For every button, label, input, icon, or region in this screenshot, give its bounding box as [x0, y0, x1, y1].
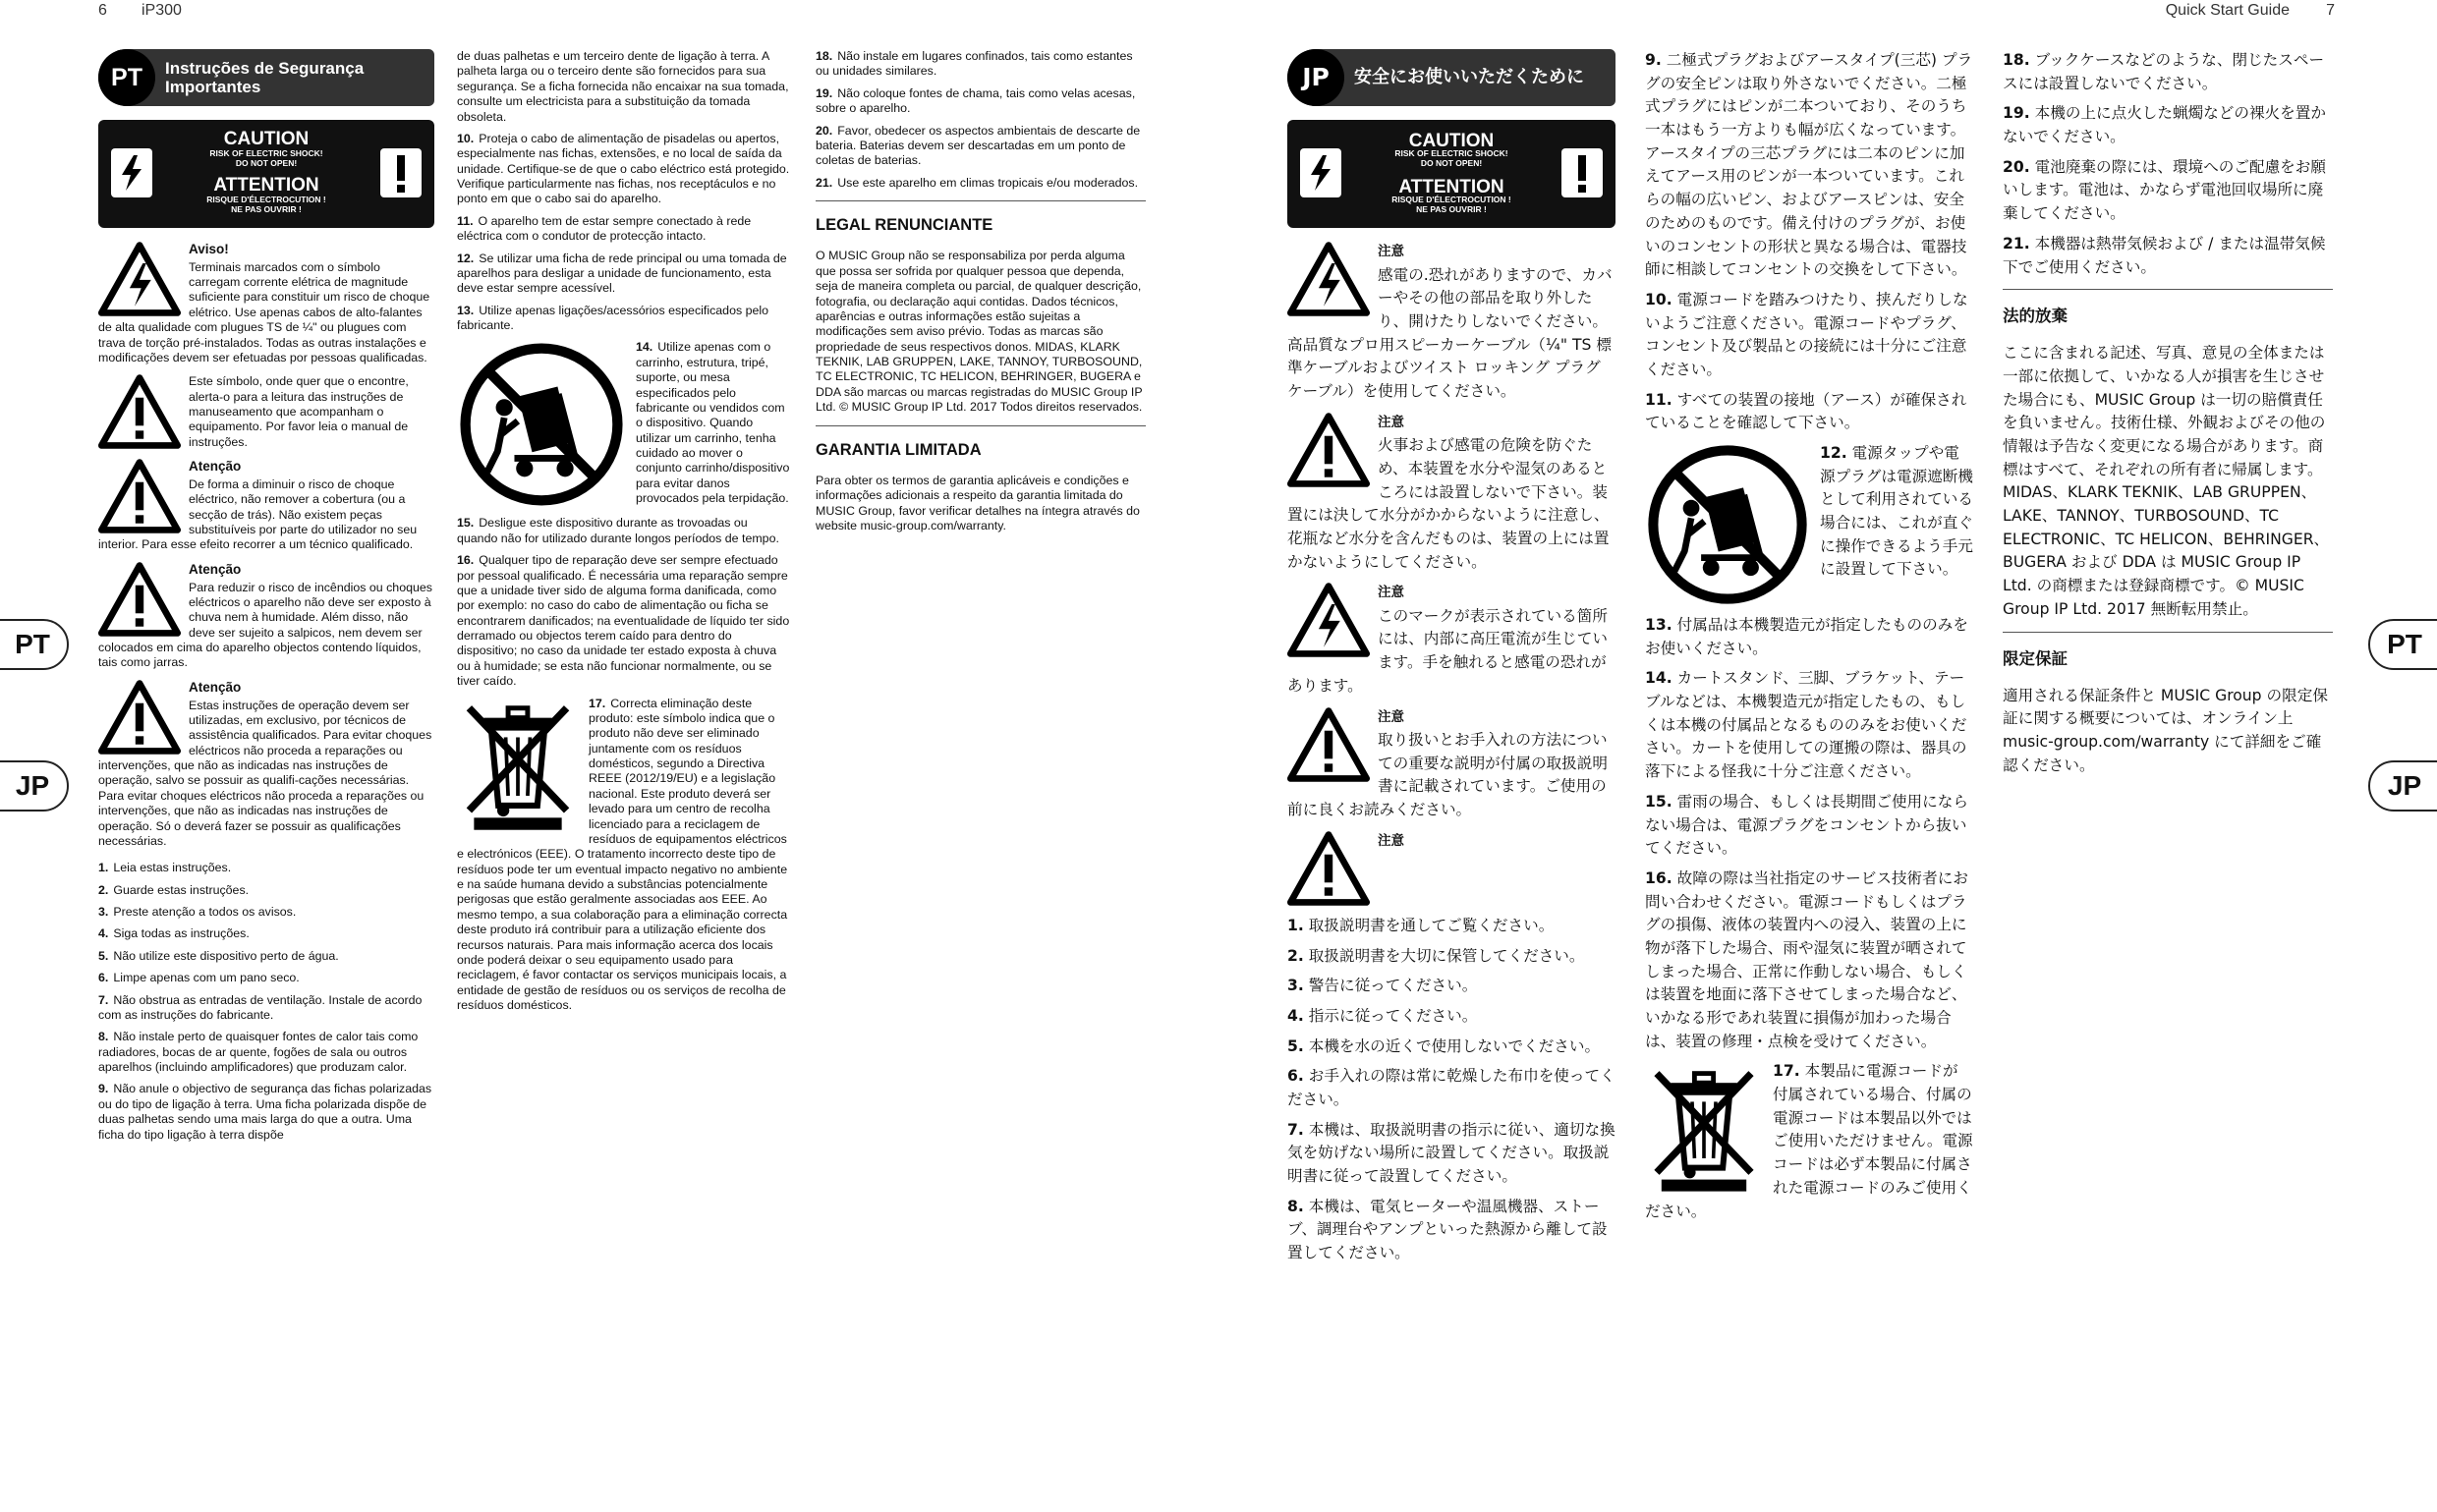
lightning-warning-icon	[1287, 583, 1370, 657]
instruction-list	[98, 861, 434, 1143]
list-item	[457, 252, 791, 297]
list-item	[1287, 1119, 1615, 1189]
left-page	[0, 0, 1218, 1512]
item-number: 1.	[1287, 916, 1304, 934]
pt-column-3	[816, 49, 1146, 1512]
caution-label: CAUTION RISK OF ELECTRIC SHOCK! DO NOT OPEN! ATTENTION RISQUE D'ÉLECTROCUTION ! NE PAS OUVRIR !	[1287, 120, 1615, 228]
list-item	[1287, 1065, 1615, 1111]
item-number: 9.	[98, 1082, 109, 1096]
item-text: 取扱説明書を大切に保管してください。	[1308, 946, 1585, 965]
item-number: 11.	[457, 213, 474, 228]
exclamation-warning-icon	[98, 459, 181, 533]
warning-block: 注意 取り扱いとお手入れの方法についての重要な説明が付属の取扱説明書に記載されています。ご使用の前に良くお読みください。	[1287, 708, 1608, 819]
pt-banner	[98, 49, 434, 106]
exclamation-warning-icon	[1287, 707, 1370, 782]
list-item	[1645, 289, 1973, 382]
instruction-list	[457, 516, 791, 689]
warning-block: Este símbolo, onde quer que o encontre, alerta-o para a leitura das instruções de manuseamento que acompanham o equipamento. Por favor leia o manual de instruções.	[98, 374, 434, 450]
item-number: 18.	[2003, 51, 2030, 69]
jp-column-3	[2003, 49, 2333, 1512]
exclamation-warning-icon	[98, 680, 181, 755]
weee-bin-icon	[457, 697, 579, 834]
pt-column-2: de duas palhetas e um terceiro dente de ligação à terra. A palheta larga ou o terceiro dente são fornecidos para sua segurança. Se a ficha fornecida não encaixar na sua tomada, consulte um electricista para a substituição da tomada obsoleta. 10. Proteja o cabo de alimentação de pisadelas ou apertos, especialmente nas fichas, extensões, e no local de saída da unidade. Certifique-se de que o cabo eléctrico está protegido. Verifique particularmente nas fichas, nos receptáculos e no ponto em que o cabo sai do aparelho. 11. O aparelho tem de estar sempre conectado à rede eléctrica com o condutor de protecção intacto. 12. Se utilizar uma ficha de rede principal ou uma tomada de aparelhos para desligar a unidade de funcionamento, esta deve estar sempre acessível. 13. Utilize apenas ligações/acessórios especificados pelo fabricante. 14. Utilize apenas com o carrinho, estrutura, tripé, suporte, ou mesa especificados pelo fabricante ou vendidos com o dispositivo. Quando utilizar um carrinho, tenha cuidado ao mover o conjunto carrinho/dispositivo para evitar danos provocados pela terpidação. 15. Desligue este dispositivo durante as trovoadas ou quando não for utilizado durante longos períodos de tempo. 16. Qualquer tipo de reparação deve ser sempre efectuado por pessoal qualificado. É necessária uma reparação sempre que a unidade tiver sido de alguma forma danificada, como por exemplo: no caso do cabo de alimentação ou ficha se encontrarem danificados; na eventualidade de líquido ter sido derramado ou objectos terem caído para dentro do dispositivo; no caso da unidade ter estado exposta à chuva ou à humidade; se esta não funcionar normalmente, ou se tiver caído. 17. Correcta eliminação deste produto: este símbolo indica que o produto não deve ser eliminado juntamente com os resíduos domésticos, segundo a Directiva REEE (2012/19/EU) e a legislação nacional. Este produto deverá ser levado para um centro de recolha licenciado para a reciclagem de resíduos de equipamentos eléctricos e electrónicos (EEE). O tratamento incorrecto deste tipo de resíduos pode ter um eventual impacto negativo no ambiente e na saúde humana devido a substâncias potencialmente perigosas que estão geralmente associadas aos EEE. Ao mesmo tempo, a sua colaboração para a eliminação correcta deste produto irá contribuir para a utilização eficiente dos recursos naturais. Para mais informação acerca dos locais onde poderá deixar o seu equipamento usado para reciclagem, é favor contactar os serviços municipais locais, a entidade de gestão de resíduos ou os serviços de recolha de resíduos domésticos.	[457, 49, 790, 1012]
item-number: 15.	[1645, 792, 1672, 811]
item-number: 10.	[457, 131, 475, 145]
item-text: Favor, obedecer os aspectos ambientais de descarte de bateria. Baterias devem ser descartadas em um ponto de coletas de baterias.	[816, 123, 1141, 168]
item-text: Leia estas instruções.	[113, 861, 232, 875]
item-number: 7.	[1287, 1120, 1304, 1139]
list-item: 14. Utilize apenas com o carrinho, estrutura, tripé, suporte, ou mesa especificados pelo fabricante ou vendidos com o dispositivo. Quando utilizar um carrinho, tenha cuidado ao mover o conjunto carrinho/dispositivo para evitar danos provocados pela terpidação.	[457, 340, 791, 509]
exclamation-warning-icon	[98, 374, 181, 449]
jp-column-1	[1287, 49, 1615, 1512]
weee-bin-icon	[1645, 1060, 1763, 1198]
language-code: JP	[1287, 49, 1344, 106]
cart-warning-icon	[457, 340, 626, 509]
warning-block: Aviso! Terminais marcados com o símbolo carregam corrente elétrica de magnitude suficiente para constituir um risco de choque elétrico. Use apenas cabos de alto-falantes de alta qualidade com plugues TS de ¼" ou plugues com trava de torção pré-instalados. Todas as outras instalações e modificações devem ser efetuadas por pessoas qualificadas.	[98, 242, 430, 364]
item-number: 20.	[2003, 157, 2030, 176]
list-item	[816, 86, 1146, 117]
list-item	[1287, 975, 1615, 998]
item-text: Se utilizar uma ficha de rede principal ou uma tomada de aparelhos para desligar a unidade de funcionamento, esta deve estar sempre acessível.	[457, 251, 787, 296]
list-item	[98, 861, 434, 875]
item-text: Siga todas as instruções.	[113, 926, 250, 941]
warning-block: 注意 感電の.恐れがありますので、カバーやその他の部品を取り外したり、開けたりしないでください。高品質なプロ用スピーカーケーブル（¼" TS 標準ケーブルおよびツイスト ロッキング プラグケーブル）を使用してください。	[1287, 244, 1613, 400]
item-number: 15.	[457, 516, 475, 531]
item-text: 警告に従ってください。	[1308, 977, 1478, 995]
item-number: 6.	[1287, 1067, 1304, 1086]
instruction-list	[1645, 49, 1973, 435]
caution-label: CAUTION RISK OF ELECTRIC SHOCK! DO NOT OPEN! ATTENTION RISQUE D'ÉLECTROCUTION ! NE PAS OUVRIR !	[98, 120, 434, 228]
item-text: 本機器は熱帯気候および / または温帯気候下でご使用ください。	[2003, 234, 2326, 276]
instruction-list	[1645, 614, 1973, 1053]
page-number: 7	[2326, 2, 2335, 19]
item-text: Não anule o objectivo de segurança das fichas polarizadas ou do tipo de ligação à terra. Uma ficha polarizada dispõe de duas palhetas sendo uma mais larga do que a outra. Uma ficha do tipo ligação à terra dispõe	[98, 1082, 432, 1142]
item-text: 本機は、取扱説明書の指示に従い、適切な換気を妨げない場所に設置してください。取扱説明書に従って設置してください。	[1287, 1120, 1615, 1185]
item-text: 指示に従ってください。	[1308, 1006, 1478, 1025]
item-text: すべての装置の接地（アース）が確保されていることを確認して下さい。	[1645, 390, 1967, 432]
item-number: 13.	[1645, 616, 1672, 634]
pt-column-1	[98, 49, 434, 1512]
instruction-list	[457, 132, 791, 334]
item-text: O aparelho tem de estar sempre conectado à rede eléctrica com o condutor de protecção intacto.	[457, 213, 752, 244]
list-item	[1645, 791, 1973, 861]
item-text: 取扱説明書を通してご覧ください。	[1308, 916, 1555, 934]
list-item	[98, 971, 434, 985]
item-text: カートスタンド、三脚、ブラケット、テーブルなどは、本機製造元が指定したもの、もしくは本機の付属品となるもののみをお使いください。カートを使用しての運搬の際は、器具の落下による怪我に十分ご注意ください。	[1645, 669, 1967, 781]
list-item	[1645, 614, 1973, 660]
item-number: 9.	[1645, 51, 1662, 69]
item-text: Não instale em lugares confinados, tais como estantes ou unidades similares.	[816, 49, 1133, 79]
item-text: Não coloque fontes de chama, tais como velas acesas, sobre o aparelho.	[816, 85, 1136, 116]
warranty-section: GARANTIA LIMITADA Para obter os termos de garantia aplicáveis e condições e informações adicionais a respeito da garantia limitada do MUSIC Group, favor verificar detalhes na íntegra através do website music-group.com/warranty.	[816, 425, 1146, 534]
item-number: 4.	[98, 926, 109, 941]
warning-block: 注意	[1287, 831, 1615, 906]
list-item	[457, 214, 791, 245]
warning-block: Atenção Para reduzir o risco de incêndios ou choques eléctricos o aparelho não deve ser exposto à chuva nem à humidade. Além disso, não deve ser sujeito a salpicos, nem devem ser colocados em cima do aparelho objectos contendo líquidos, tais como jarras.	[98, 561, 432, 670]
cart-warning-icon	[1645, 442, 1810, 607]
item-text: Proteja o cabo de alimentação de pisadelas ou apertos, especialmente nas fichas, extensões, e no local de saída da unidade. Certifique-se de que o cabo eléctrico está protegido. Verifique particularmente nas fichas, nos receptáculos e no ponto em que o cabo sai do aparelho.	[457, 131, 790, 206]
warning-block: Atenção De forma a diminuir o risco de choque eléctrico, não remover a cobertura (ou a secção de trás). Não existem peças substituíveis por parte do utilizador no seu interior. Para esse efeito recorrer a um técnico qualificado.	[98, 459, 418, 552]
item-text: お手入れの際は常に乾燥した布巾を使ってください。	[1287, 1067, 1615, 1108]
item-text: 故障の際は当社指定のサービス技術者にお問い合わせください。電源コードもしくはプラグの損傷、液体の装置内への浸入、装置の上に物が落下した場合、雨や湿気に装置が晒されてしまった場合、正常に作動しない場合、もしくは装置を地面に落下させてしまった場合など、いかなる形であれ装置に損傷が加わった場合は、装置の修理・点検を受けてください。	[1645, 868, 1968, 1050]
exclamation-warning-icon	[1287, 831, 1370, 906]
list-item	[457, 304, 791, 334]
item-number: 10.	[1645, 290, 1672, 308]
list-item	[98, 1082, 434, 1143]
exclamation-warning-icon	[98, 562, 181, 637]
list-item	[1645, 389, 1973, 435]
item-text: 電池廃棄の際には、環境へのご配慮をお願いします。電池は、かならず電池回収場所に廃棄してください。	[2003, 157, 2326, 223]
item-text: 本機を水の近くで使用しないでください。	[1308, 1036, 1601, 1055]
item-number: 19.	[2003, 104, 2030, 123]
list-item	[1287, 945, 1615, 969]
item-number: 16.	[457, 553, 475, 568]
legal-section: 法的放棄 ここに含まれる記述、写真、意見の全体または一部に依拠して、いかなる人が損害を生じさせた場合にも、MUSIC Group は一切の賠償責任を負いません。技術仕様、外観およびその他の情報は予告なく変更になる場合があります。商標はすべて、それぞれの所有者に帰属します。MIDAS、KLARK TEKNIK、LAB GRUPPEN、LAKE、TANNOY、TURBOSOUND、TC ELECTRONIC、TC HELICON、BEHRINGER、BUGERA および DDA は MUSIC Group IP Ltd. の商標または登録商標です。© MUSIC Group IP Ltd. 2017 無断転用禁止。	[2003, 289, 2333, 621]
side-tab-jp[interactable]: JP	[2368, 760, 2437, 812]
item-text: Guarde estas instruções.	[113, 882, 250, 897]
item-number: 19.	[816, 85, 833, 100]
list-item	[2003, 233, 2333, 279]
side-tab-pt[interactable]: PT	[2368, 619, 2437, 670]
item-text: 本機の上に点火した蝋燭などの裸火を置かないでください。	[2003, 104, 2326, 146]
exclamation-warning-icon	[1287, 413, 1370, 487]
list-item	[2003, 49, 2333, 95]
item-number: 4.	[1287, 1006, 1304, 1025]
list-item	[457, 553, 791, 689]
item-text: Não obstrua as entradas de ventilação. Instale de acordo com as instruções do fabricante.	[98, 992, 423, 1022]
item-text: Não utilize este dispositivo perto de água.	[113, 948, 339, 963]
item-number: 7.	[98, 992, 109, 1007]
item-number: 2.	[1287, 946, 1304, 965]
item-number: 14.	[1645, 669, 1672, 688]
item-text: Utilize apenas ligações/acessórios especificados pelo fabricante.	[457, 303, 769, 332]
item-number: 5.	[98, 948, 109, 963]
list-item	[98, 905, 434, 920]
list-item: 12. 電源タップや電源プラグは電源遮断機として利用されている場合には、これが直ぐに操作できるよう手元に設置して下さい。	[1645, 442, 1973, 607]
warning-block: 注意 火事および感電の危険を防ぐため、本装置を水分や湿気のあるところには設置しないで下さい。装置には決して水分がかからないように注意し、花瓶など水分を含んだものは、装置の上には置かないようにしてください。	[1287, 414, 1610, 571]
item-number: 20.	[816, 123, 833, 138]
jp-column-2	[1645, 49, 1973, 1512]
side-tab-pt[interactable]: PT	[0, 619, 69, 670]
side-tab-jp[interactable]: JP	[0, 760, 69, 812]
instruction-list	[1287, 915, 1615, 1265]
lightning-warning-icon	[98, 242, 181, 316]
list-item	[98, 993, 434, 1024]
list-item	[816, 49, 1146, 80]
item-number: 5.	[1287, 1036, 1304, 1055]
item-text: 二極式プラグおよびアースタイプ(三芯) プラグの安全ピンは取り外さないでください。二極式プラグにはピンが二本ついており、そのうち一本はもう一方よりも幅が広くなっています。アースタイプの三芯プラグには二本のピンに加えてアース用のピンが一本ついています。これらの幅の広いピン、およびアースピンは、安全のためのものです。備え付けのプラグが、お使いのコンセントの形状と異なる場合は、電器技師に相談してコンセントの交換をして下さい。	[1645, 51, 1973, 279]
list-item	[457, 516, 791, 546]
item-text: Não instale perto de quaisquer fontes de calor tais como radiadores, bocas de ar quente, fogões de sala ou outros aparelhos (incluindo amplificadores) que produzam calor.	[98, 1030, 419, 1075]
list-item	[1287, 1196, 1615, 1265]
item-number: 13.	[457, 303, 475, 317]
item-number: 3.	[98, 905, 109, 920]
list-item	[1645, 868, 1973, 1054]
list-item	[2003, 156, 2333, 226]
list-item	[1645, 667, 1973, 783]
item-text: Qualquer tipo de reparação deve ser sempre efectuado por pessoal qualificado. É necessária uma reparação sempre que a unidade tiver sido de alguma forma danificada, como por exemplo: no caso do cabo de alimentação ou ficha se encontrarem danificados; na eventualidade de líquido ter sido derramado ou objectos terem caído para dentro do dispositivo; no caso da unidade ter estado exposta à chuva ou à humidade; se esta não funcionar normalmente, ou se tiver caído.	[457, 553, 790, 689]
list-item: 17. Correcta eliminação deste produto: este símbolo indica que o produto não deve ser eliminado juntamente com os resíduos domésticos, segundo a Directiva REEE (2012/19/EU) e a legislação nacional. Este produto deverá ser levado para um centro de recolha licenciado para a reciclagem de resíduos de equipamentos eléctricos e electrónicos (EEE). O tratamento incorrecto deste tipo de resíduos pode ter um eventual impacto negativo no ambiente e na saúde humana devido a substâncias potencialmente perigosas que estão geralmente associadas aos EEE. Ao mesmo tempo, a sua colaboração para a eliminação correcta deste produto irá contribuir para a utilização eficiente dos recursos naturais. Para mais informação acerca dos locais onde poderá deixar o seu equipamento usado para reciclagem, é favor contactar os serviços municipais locais, a entidade de gestão de resíduos ou os serviços de recolha de resíduos domésticos.	[457, 696, 788, 1012]
list-item	[1645, 49, 1973, 282]
item-number: 3.	[1287, 977, 1304, 995]
item-text: Use este aparelho em climas tropicais e/ou moderados.	[837, 175, 1139, 190]
page-number: 6	[98, 2, 107, 19]
list-item	[98, 949, 434, 964]
list-item	[98, 1030, 434, 1075]
section-title: 安全にお使いいただくために	[1354, 66, 1584, 87]
item-text: Preste atenção a todos os avisos.	[113, 905, 297, 920]
warning-block: 注意 このマークが表示されている箇所には、内部に高圧電流が生じています。手を触れると感電の恐れがあります。	[1287, 585, 1608, 695]
warning-block: Atenção Estas instruções de operação devem ser utilizadas, em exclusivo, por técnicos de assistência qualificados. Para evitar choques eléctricos não proceda a reparações ou intervenções, que não as indicadas nas instruções de operação, salvo se possuir as qualifi-cações necessárias. Para evitar choques eléctricos não proceda a reparações ou intervenções, que não as indicadas nas instruções de operação. Só o deverá fazer se possuir as qualificações necessárias.	[98, 679, 432, 848]
item-text: Limpe apenas com um pano seco.	[113, 971, 300, 985]
section-title: Instruções de Segurança Importantes	[165, 58, 365, 96]
warranty-section: 限定保証 適用される保証条件と MUSIC Group の限定保証に関する概要については、オンライン上 music-group.com/warranty にて詳細をご確認ください。	[2003, 632, 2333, 778]
language-code: PT	[98, 49, 155, 106]
item-number: 1.	[98, 861, 109, 875]
list-item	[1287, 1005, 1615, 1029]
item-number: 8.	[1287, 1197, 1304, 1215]
item-text: 付属品は本機製造元が指定したもののみをお使いください。	[1645, 616, 1968, 657]
item-number: 11.	[1645, 390, 1672, 409]
list-item	[98, 926, 434, 941]
list-item	[816, 124, 1146, 169]
item-number: 21.	[816, 175, 833, 190]
jp-banner	[1287, 49, 1615, 106]
item-number: 18.	[816, 49, 833, 63]
product-name: iP300	[142, 2, 182, 19]
list-item	[1287, 1036, 1615, 1059]
list-item	[457, 132, 791, 207]
item-text: 電源コードを踏みつけたり、挟んだりしないようご注意ください。電源コードやプラグ、コンセント及び製品との接続には十分にご注意ください。	[1645, 290, 1968, 378]
list-item	[816, 176, 1146, 191]
lightning-warning-icon	[1287, 242, 1370, 316]
item-number: 12.	[457, 251, 475, 265]
instruction-list	[2003, 49, 2333, 279]
legal-section: LEGAL RENUNCIANTE O MUSIC Group não se responsabiliza por perda alguma que possa ser sofrida por qualquer pessoa que dependa, seja de maneira completa ou parcial, de qualquer descrição, fotografia, ou declaração aqui contidas. Dados técnicos, aparências e outras informações estão sujeitas a modificações sem aviso prévio. Todas as marcas são propriedade de seus respectivos donos. MIDAS, KLARK TEKNIK, LAB GRUPPEN, LAKE, TANNOY, TURBOSOUND, TC ELECTRONIC, TC HELICON, BEHRINGER, BUGERA e DDA são marcas ou marcas registradas do MUSIC Group IP Ltd. © MUSIC Group IP Ltd. 2017 Todos direitos reservados.	[816, 200, 1146, 416]
guide-title: Quick Start Guide	[2165, 2, 2290, 19]
item-text: 雷雨の場合、もしくは長期間ご使用にならない場合は、電源プラグをコンセントから抜いてください。	[1645, 792, 1968, 858]
list-item: 17. 本製品に電源コードが付属されている場合、付属の電源コードは本製品以外ではご使用いただけません。電源コードは必ず本製品に付属された電源コードのみご使用ください。	[1645, 1062, 1973, 1220]
instruction-list	[816, 49, 1146, 191]
item-text: Desligue este dispositivo durante as trovoadas ou quando não for utilizado durante longos períodos de tempo.	[457, 516, 779, 545]
item-number: 21.	[2003, 234, 2030, 252]
item-number: 8.	[98, 1030, 109, 1044]
right-page	[1218, 0, 2437, 1512]
item-text: 本機は、電気ヒーターや温風機器、ストーブ、調理台やアンプといった熱源から離して設置してください。	[1287, 1197, 1608, 1262]
item-number: 2.	[98, 882, 109, 897]
list-item	[1287, 915, 1615, 938]
list-item	[2003, 102, 2333, 148]
item-number: 16.	[1645, 868, 1672, 887]
item-text: ブックケースなどのような、閉じたスペースには設置しないでください。	[2003, 51, 2325, 92]
item-number: 6.	[98, 971, 109, 985]
list-item	[98, 883, 434, 898]
